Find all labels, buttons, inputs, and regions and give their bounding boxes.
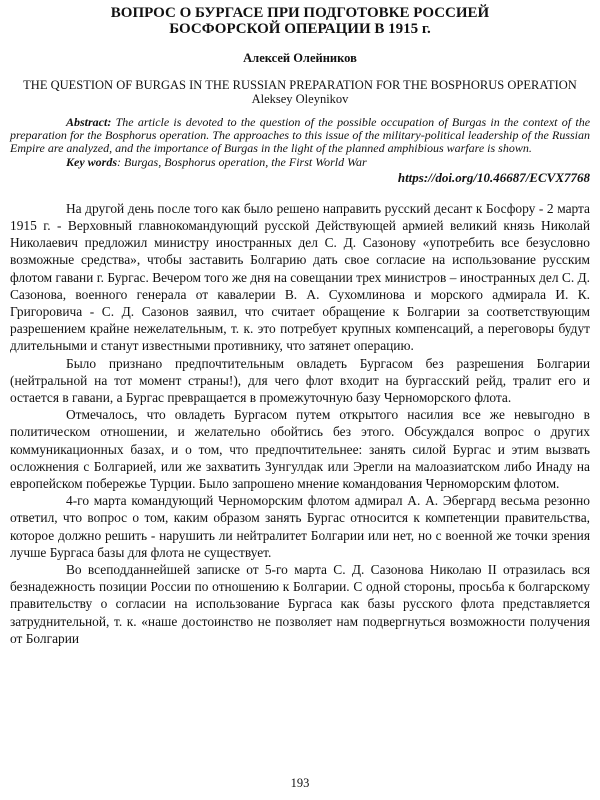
doi-link[interactable]: https://doi.org/10.46687/ECVX7768: [397, 169, 590, 185]
article-title-en: THE QUESTION OF BURGAS IN THE RUSSIAN PREPARATION FOR THE BOSPHORUS OPERATION: [23, 78, 577, 92]
abstract: [10, 116, 590, 156]
page-number: 193: [290, 776, 310, 790]
abstract-label: Abstract:: [66, 115, 112, 129]
keywords: [10, 156, 590, 169]
author-name-ru: Алексей Олейников: [243, 51, 357, 65]
body-paragraph: Было признано предпочтительным овладеть Бургасом без разрешения Болгарии (нейтральной на тот момент страны!), для чего флот входит на бургасский рейд, тралит его и остается в гавани, а Бургас превращается в промежуточную базу Черноморского флота.: [10, 355, 590, 406]
abstract-text: The article is devoted to the question of the possible occupation of Burgas in the context of the preparation for the Bosphorus operation. The approaches to this issue of the military-political leadership of the Russian Empire are analyzed, and the importance of Burgas in the light of the planned amphibious warfare is shown.: [10, 115, 591, 156]
body-paragraph: Отмечалось, что овладеть Бургасом путем открытого насилия все же невыгодно в политическом отношении, и желательно обойтись без этого. Обсуждался вопрос о других коммуникационных базах, и о том, что предпочтительнее: занять силой Бургас и этим вызвать осложнения с Болгарией, или же захватить Зунгулдак или Эрегли на малоазиатском либо Инаду на европейском побережье Турции. Было запрошено мнение командования Черноморским флотом.: [10, 407, 590, 492]
article-body: [10, 200, 590, 647]
author-name-en: Aleksey Oleynikov: [251, 92, 349, 106]
body-paragraph: Во всеподданнейшей записке от 5-го марта С. Д. Сазонова Николаю II отразилась вся безнадежность позиции России по отношению к Болгарии. С одной стороны, просьба к болгарскому правительству о согласии на использование Бургаса как базы русского флота представляется затруднительной, т. к. «наше достоинство не позволяет нам подвергнуться возможности получения от Болгарии: [10, 562, 590, 646]
body-paragraph: 4-го марта командующий Черноморским флотом адмирал А. А. Эбергард весьма резонно ответил, что вопрос о том, каким образом занять Бургас относится к компетенции правительства, которое должно решить - нарушить ли нейтралитет Болгарии или нет, но с военной же точки зрения лучше Бургаса базы для флота не существует.: [10, 493, 590, 560]
body-paragraph: На другой день после того как было решено направить русский десант к Босфору - 2 марта 1915 г. - Верховный главнокомандующий русской Действующей армией великий князь Николай Николаевич предложил министру иностранных дел С. Д. Сазонову «употребить все безусловно возможные средства», чтобы заставить Болгарию дать свое согласие на использование русским флотом гавани г. Бургас. Вечером того же дня на совещании трех министров – иностранных дел С. Д. Сазонова, военного генерала от кавалерии В. А. Сухомлинова и морского адмирала И. К. Григоровича - С. Д. Сазонов заявил, что считает обращение к Болгарии за соответствующим разрешением крайне нежелательным, т. к. это потребует крупных компенсаций, а переговоры будут длительными и станут известными противнику, что затянет операцию.: [10, 200, 590, 354]
article-title-ru: ВОПРОС О БУРГАСЕ ПРИ ПОДГОТОВКЕ РОССИЕЙ БОСФОРСКОЙ ОПЕРАЦИИ В 1915 г.: [110, 5, 490, 37]
keywords-label: Key words: [66, 154, 117, 169]
keywords-text: : Burgas, Bosphorus operation, the First World War: [117, 154, 367, 169]
